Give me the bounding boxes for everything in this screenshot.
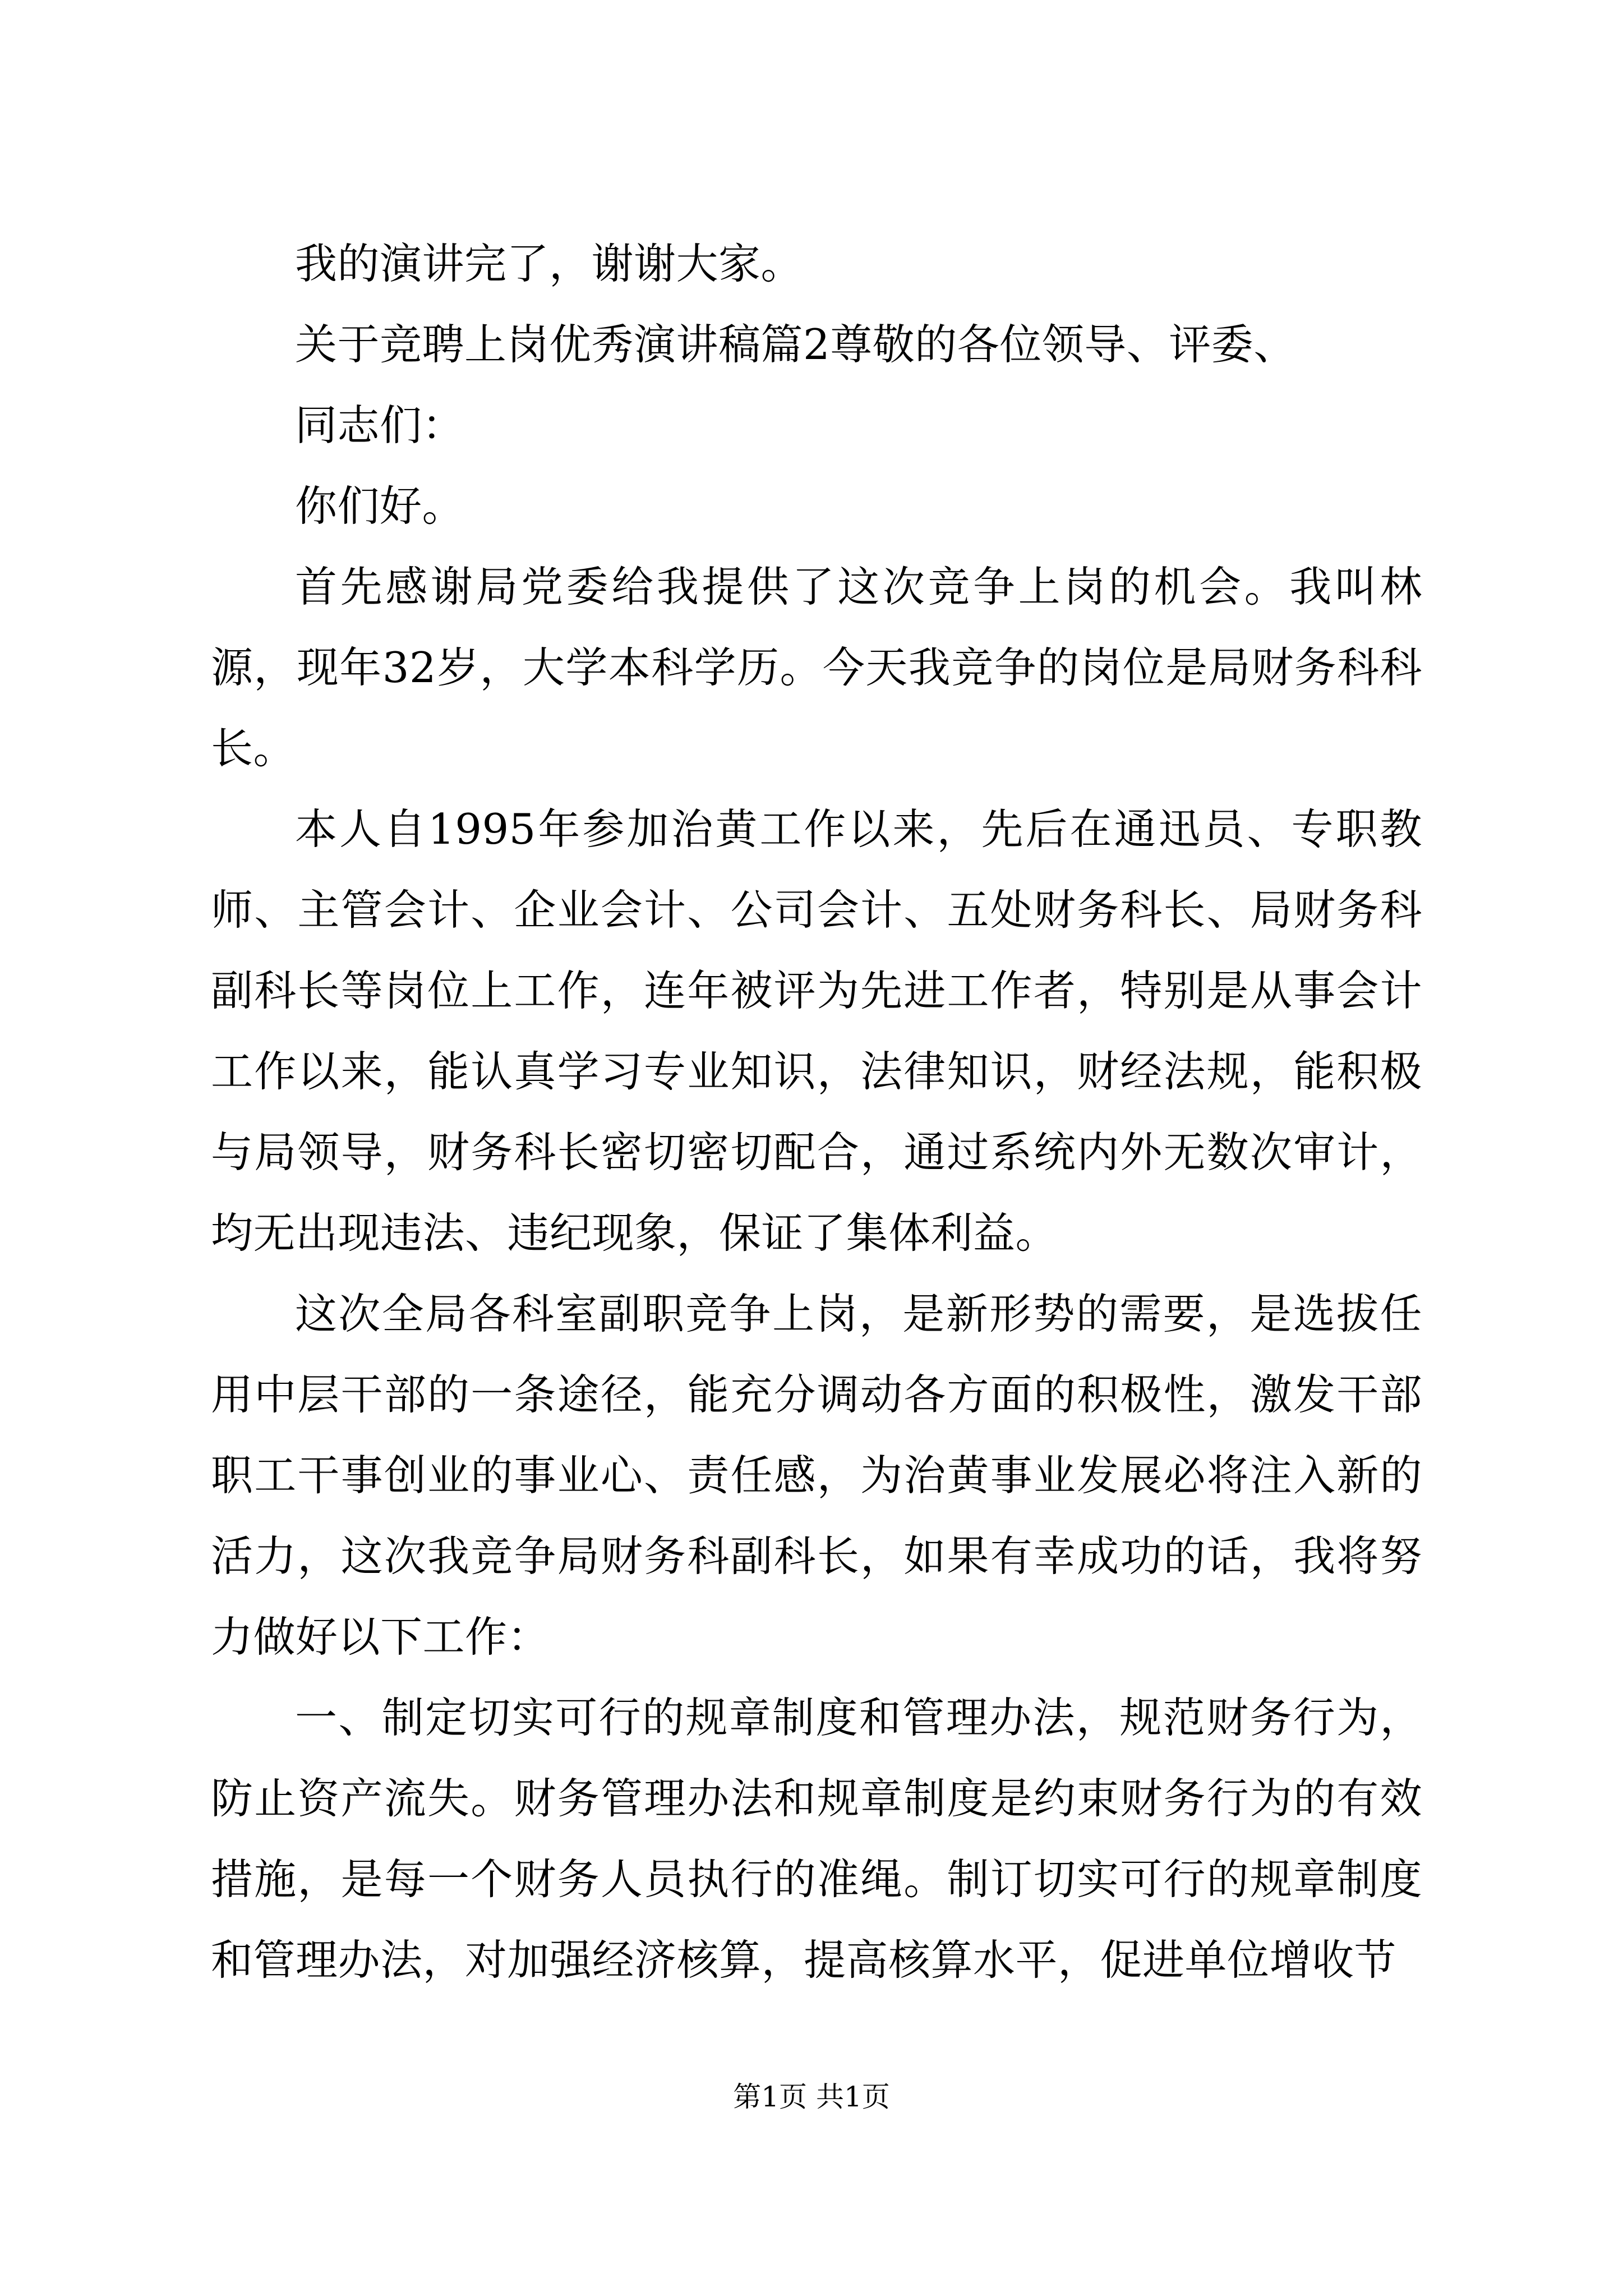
paragraph: 我的演讲完了，谢谢大家。 bbox=[295, 239, 804, 288]
paragraph: 这次全局各科室副职竞争上岗，是新形势的需要，是选拔任用中层干部的一条途径，能充分调动各方面的积极性，激发干部职工干事创业的事业心、责任感，为治黄事业发展必将注入新的活力，这次我竞争局财务科副科长，如果有幸成功的话，我将努力做好以下工作： bbox=[211, 1289, 1422, 1662]
page-footer bbox=[0, 2080, 1623, 2114]
paragraph: 关于竞聘上岗优秀演讲稿篇2尊敬的各位领导、评委、 bbox=[295, 320, 1296, 369]
page-number-label: 第1页 共1页 bbox=[733, 2081, 890, 2113]
paragraph: 同志们： bbox=[295, 401, 465, 450]
paragraph: 本人自1995年参加治黄工作以来，先后在通迅员、专职教师、主管会计、企业会计、公司会计、五处财务科长、局财务科副科长等岗位上工作，连年被评为先进工作者，特别是从事会计工作以来，能认真学习专业知识，法律知识，财经法规，能积极与局领导，财务科长密切密切配合，通过系统内外无数次审计，均无出现违法、违纪现象，保证了集体利益。 bbox=[211, 804, 1422, 1258]
paragraph: 首先感谢局党委给我提供了这次竞争上岗的机会。我叫林源，现年32岁，大学本科学历。今天我竞争的岗位是局财务科科长。 bbox=[211, 562, 1422, 773]
document-body bbox=[211, 223, 1422, 2000]
paragraph: 你们好。 bbox=[295, 481, 465, 531]
paragraph: 一、制定切实可行的规章制度和管理办法，规范财务行为，防止资产流失。财务管理办法和规章制度是约束财务行为的有效措施，是每一个财务人员执行的准绳。制订切实可行的规章制度和管理办法，对加强经济核算，提高核算水平，促进单位增收节 bbox=[211, 1693, 1422, 1985]
